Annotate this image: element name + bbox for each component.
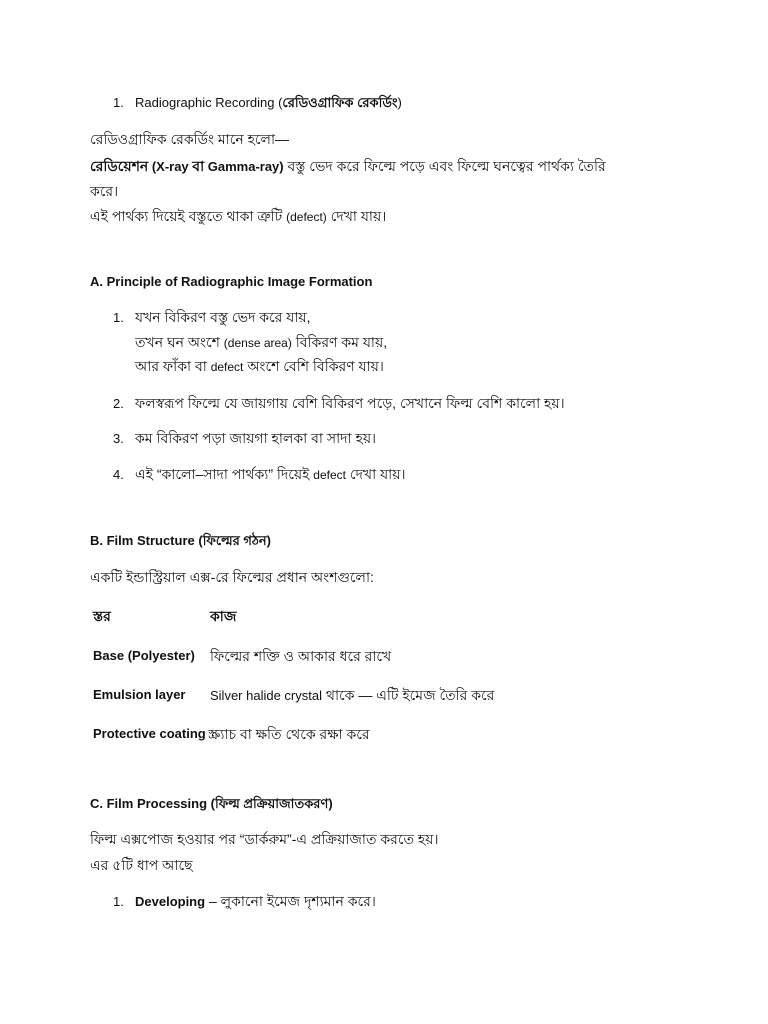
heading-bengali: রেডিওগ্রাফিক রেকর্ডিং [282,95,398,110]
body-text: ফিল্মের শক্তি ও আকার ধরে রাখে [210,648,392,664]
table-cell-layer: Emulsion layer [93,687,186,702]
bold-text: বা [192,158,205,174]
body-text: বস্তু ভেদ করে ফিল্মে পড়ে এবং ফিল্মে ঘনত্বের পার্থক্য তৈরি [283,158,606,174]
body-text: থাকে — এটি ইমেজ তৈরি করে [322,687,495,703]
body-text: তখন ঘন অংশে [135,334,224,350]
table-cell-layer: Base (Polyester) [93,648,195,663]
body-line: করে। [90,183,119,199]
bold-text: (X-ray [148,159,193,174]
heading-close: ) [266,533,271,548]
list-number: 4. [113,467,124,482]
body-line [90,155,606,179]
table-header-layer: স্তর [93,608,111,624]
heading-close: ) [397,95,402,110]
list-text: কম বিকিরণ পড়া জায়গা হালকা বা সাদা হয়। [135,430,377,446]
list-text: – লুকানো ইমেজ দৃশ্যমান করে। [205,893,376,909]
table-cell-function [208,723,370,747]
table-header-function: কাজ [210,608,237,624]
heading-close: ) [328,796,333,811]
list-number: 2. [113,396,124,411]
table-cell-layer: Protective coating [93,726,206,741]
list-item [113,392,565,416]
english-term: (dense area) [223,336,292,350]
table-cell-function [210,645,391,669]
body-text: আর ফাঁকা বা [135,358,211,374]
list-continuation [135,331,387,355]
body-text: এই পার্থক্য দিয়েই বস্তুতে থাকা ত্রুটি [90,208,287,224]
bold-text: Gamma-ray) [204,159,284,174]
body-line: ফিল্ম এক্সপোজ হওয়ার পর “ডার্করুম”-এ প্রক্রিয়াজাত করতে হয়। [90,831,439,847]
list-term: Developing [135,894,206,909]
bold-text: রেডিয়েশন [90,158,149,174]
list-item [113,306,311,330]
section-b-heading [90,532,271,553]
body-text: স্ক্র্যাচ বা ক্ষতি থেকে রক্ষা করে [208,726,370,742]
body-line [90,205,386,229]
heading-bengali: ফিল্ম প্রক্রিয়াজাতকরণ [214,796,329,811]
list-text: যখন বিকিরণ বস্তু ভেদ করে যায়, [135,309,311,325]
list-number: 3. [113,431,124,446]
body-line: রেডিওগ্রাফিক রেকর্ডিং মানে হলো— [90,131,290,147]
heading-english: B. Film Structure ( [90,533,203,548]
heading-english: Radiographic Recording ( [135,95,283,110]
section-c-heading [90,795,333,816]
section-1-heading [113,94,402,115]
heading-bengali: ফিল্মের গঠন [202,533,267,548]
body-text: দেখা যায়। [326,208,387,224]
list-text: এই “কালো–সাদা পার্থক্য” দিয়েই [135,466,314,482]
table-cell-function [210,684,494,708]
list-item [113,890,376,914]
body-line: এর ৫টি ধাপ আছে [90,857,193,873]
heading-english: C. Film Processing ( [90,796,215,811]
english-term: defect [313,468,346,482]
list-continuation [135,355,384,379]
list-number: 1. [113,310,124,325]
english-term: (defect) [286,210,327,224]
english-term: defect [210,360,244,374]
list-text: দেখা যায়। [346,466,406,482]
list-number: 1. [113,894,124,909]
list-number: 1. [113,95,124,110]
body-text: অংশে বেশি বিকিরণ যায়। [243,358,384,374]
list-item [113,463,405,487]
section-a-heading: A. Principle of Radiographic Image Formation [90,274,373,289]
body-line: একটি ইন্ডাস্ট্রিয়াল এক্স-রে ফিল্মের প্রধান অংশগুলো: [90,569,374,585]
english-term: Silver halide crystal [210,688,322,703]
list-text: ফলস্বরূপ ফিল্মে যে জায়গায় বেশি বিকিরণ পড়ে, সেখানে ফিল্ম বেশি কালো হয়। [135,395,565,411]
list-item [113,427,376,451]
body-text: বিকিরণ কম যায়, [291,334,388,350]
